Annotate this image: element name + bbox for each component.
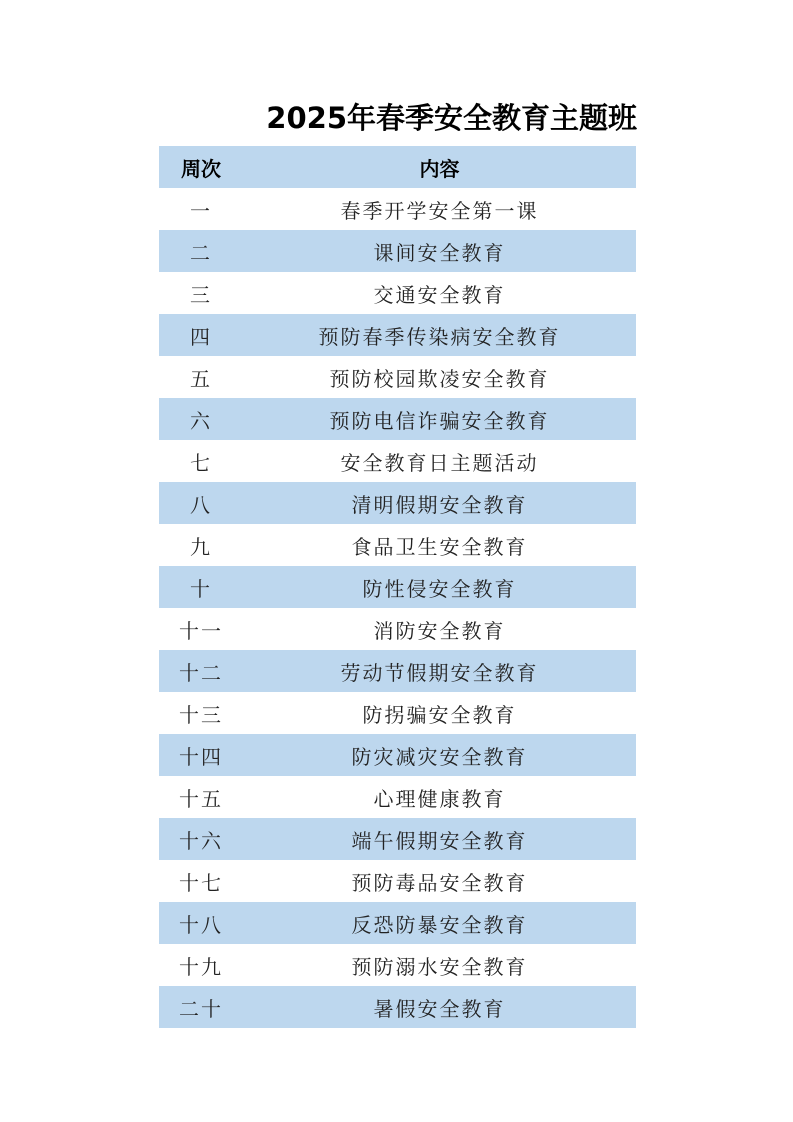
content-cell: 食品卫生安全教育 [351, 534, 528, 559]
table-row [159, 692, 636, 734]
week-cell: 十五 [179, 786, 223, 811]
table-row [159, 776, 636, 818]
header-week: 周次 [159, 146, 243, 188]
schedule-table [159, 146, 636, 1028]
table-row [159, 608, 636, 650]
table-row [159, 818, 636, 860]
content-cell: 预防溺水安全教育 [351, 954, 528, 979]
content-cell: 预防毒品安全教育 [351, 870, 528, 895]
table-row [159, 230, 636, 272]
content-cell: 春季开学安全第一课 [340, 198, 539, 223]
week-cell: 十二 [159, 650, 243, 692]
week-cell: 十八 [159, 902, 243, 944]
week-cell: 六 [159, 398, 243, 440]
content-cell: 消防安全教育 [373, 618, 506, 643]
content-cell: 端午假期安全教育 [243, 818, 636, 860]
week-cell: 十三 [179, 702, 223, 727]
content-cell: 清明假期安全教育 [243, 482, 636, 524]
content-cell: 防性侵安全教育 [243, 566, 636, 608]
week-cell: 二 [159, 230, 243, 272]
table-row [159, 356, 636, 398]
content-cell: 交通安全教育 [373, 282, 506, 307]
table-row [159, 944, 636, 986]
week-cell: 九 [190, 534, 212, 559]
table-row [159, 398, 636, 440]
content-cell: 安全教育日主题活动 [340, 450, 539, 475]
week-cell: 八 [159, 482, 243, 524]
content-cell: 课间安全教育 [243, 230, 636, 272]
week-cell: 七 [190, 450, 212, 475]
content-cell: 劳动节假期安全教育 [243, 650, 636, 692]
table-row [159, 860, 636, 902]
table-row [159, 440, 636, 482]
table-row [159, 272, 636, 314]
table-row [159, 986, 636, 1028]
content-cell: 反恐防暴安全教育 [243, 902, 636, 944]
week-cell: 四 [159, 314, 243, 356]
table-row [159, 734, 636, 776]
table-header-row [159, 146, 636, 188]
table-row [159, 650, 636, 692]
table-row [159, 314, 636, 356]
table-row [159, 524, 636, 566]
header-content: 内容 [243, 146, 636, 188]
page-title: 2025年春季安全教育主题班 [266, 101, 637, 135]
week-cell: 五 [190, 366, 212, 391]
table-row [159, 482, 636, 524]
table-row [159, 188, 636, 230]
week-cell: 十九 [179, 954, 223, 979]
content-cell: 预防电信诈骗安全教育 [243, 398, 636, 440]
table-row [159, 566, 636, 608]
week-cell: 三 [190, 282, 212, 307]
content-cell: 防拐骗安全教育 [362, 702, 517, 727]
week-cell: 十一 [179, 618, 223, 643]
content-cell: 暑假安全教育 [243, 986, 636, 1028]
content-cell: 预防春季传染病安全教育 [243, 314, 636, 356]
week-cell: 十六 [159, 818, 243, 860]
content-cell: 心理健康教育 [373, 786, 506, 811]
week-cell: 一 [190, 198, 212, 223]
week-cell: 二十 [159, 986, 243, 1028]
week-cell: 十 [159, 566, 243, 608]
week-cell: 十四 [159, 734, 243, 776]
content-cell: 预防校园欺凌安全教育 [329, 366, 550, 391]
table-row [159, 902, 636, 944]
content-cell: 防灾减灾安全教育 [243, 734, 636, 776]
week-cell: 十七 [179, 870, 223, 895]
